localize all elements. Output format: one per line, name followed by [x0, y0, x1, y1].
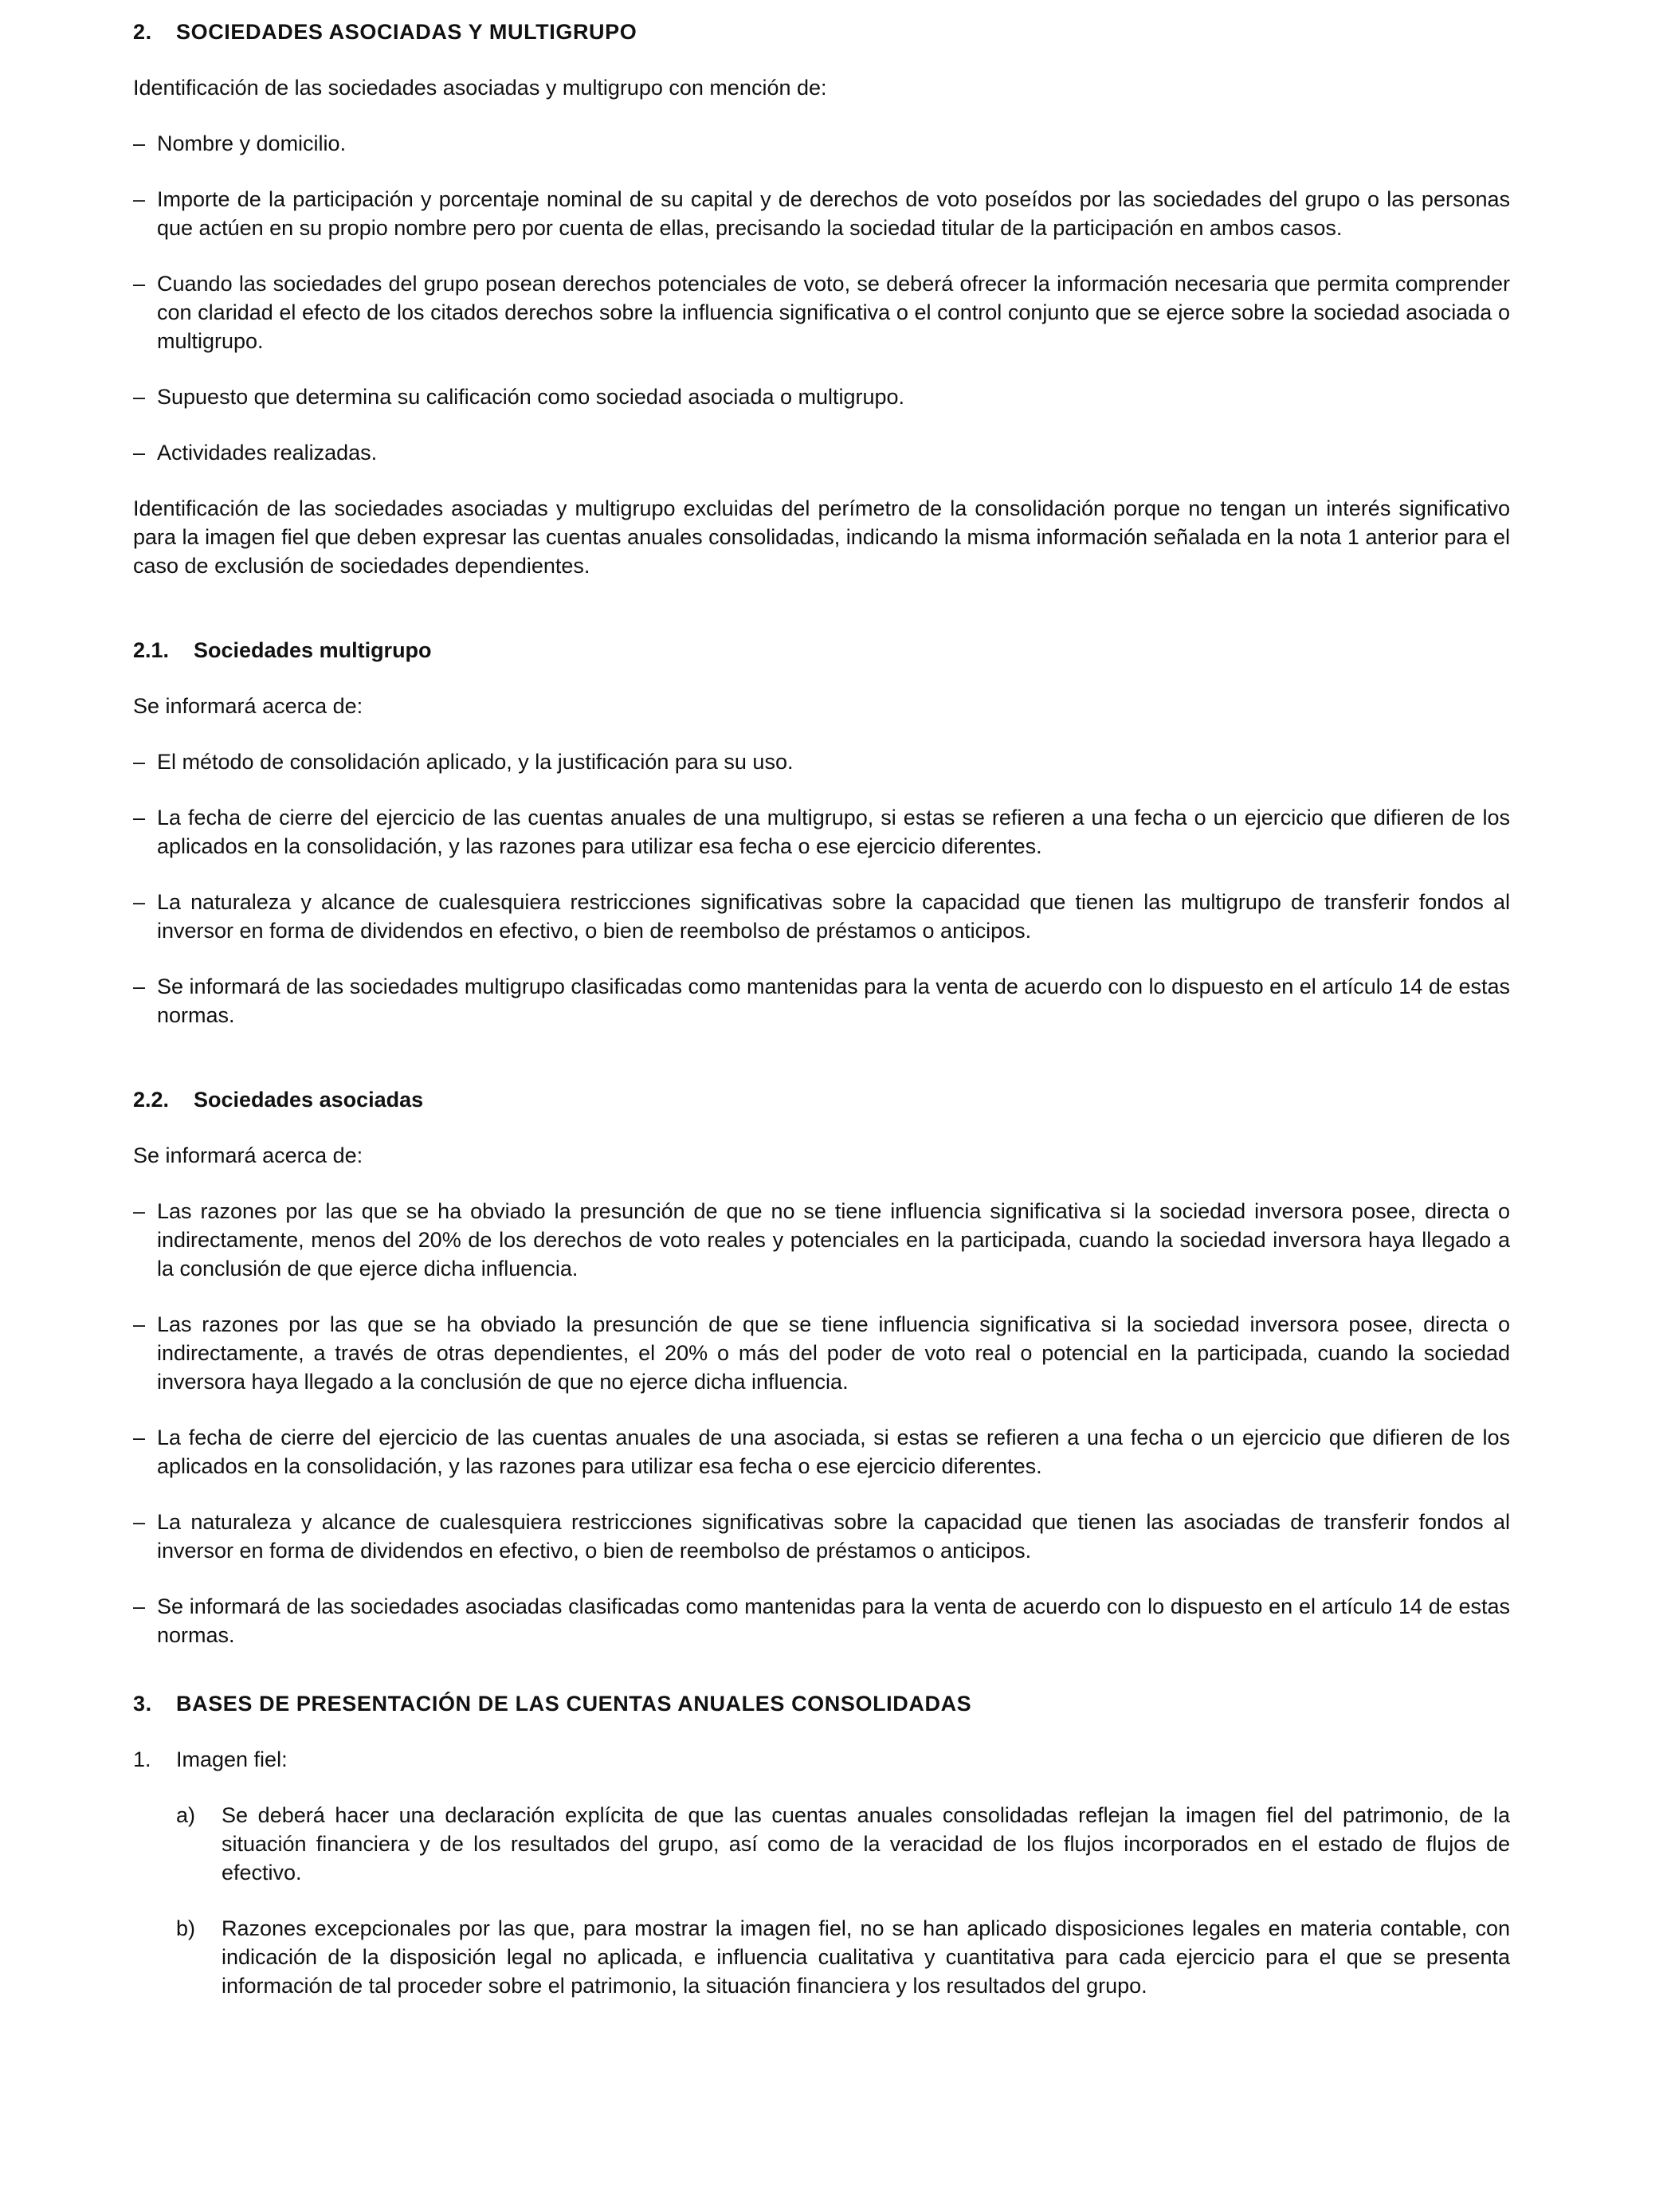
list-item: [133, 438, 1510, 467]
list-item-text: Cuando las sociedades del grupo posean derechos potenciales de voto, se deberá ofrecer la información necesaria que permita comprender con claridad el efecto de los citados derechos sobre la influencia significativa o el control conjunto que se ejerce sobre la sociedad asociada o multigrupo.: [157, 272, 1510, 353]
section-closing-paragraph: Identificación de las sociedades asociadas y multigrupo excluidas del perímetro de la consolidación porque no tengan un interés significativo para la imagen fiel que deben expresar las cuentas anuales consolidadas, indicando la misma información señalada en la nota 1 anterior para el caso de exclusión de sociedades dependientes.: [133, 496, 1510, 578]
subsection-title: Sociedades asociadas: [194, 1088, 424, 1112]
dash-bullet: –: [133, 1510, 146, 1534]
list-item: [133, 1423, 1510, 1481]
list-item: [133, 1197, 1510, 1283]
list-item-text: El método de consolidación aplicado, y la justificación para su uso.: [157, 750, 794, 774]
list-item: [133, 888, 1510, 945]
list-item-text: La naturaleza y alcance de cualesquiera restricciones significativas sobre la capacidad que tienen las asociadas de transferir fondos al inversor en forma de dividendos en efectivo, o bien de reembolso de préstamos o anticipos.: [157, 1510, 1510, 1563]
list-item-text: Supuesto que determina su calificación como sociedad asociada o multigrupo.: [157, 385, 905, 409]
dash-bullet: –: [133, 1199, 146, 1223]
dash-bullet: –: [133, 750, 146, 774]
subsection-number: 2.1.: [133, 638, 170, 662]
list-item-text: La fecha de cierre del ejercicio de las cuentas anuales de una asociada, si estas se refieren a una fecha o un ejercicio que difieren de los aplicados en la consolidación, y las razones para utilizar esa fecha o ese ejercicio diferentes.: [157, 1426, 1510, 1478]
list-item-text: Las razones por las que se ha obviado la presunción de que se tiene influencia significativa si la sociedad inversora posee, directa o indirectamente, a través de otras dependientes, el 20% o más del poder de voto real o potencial en la participada, cuando la sociedad inversora haya llegado a la conclusión de que no ejerce dicha influencia.: [157, 1312, 1510, 1394]
lettered-item: [133, 1914, 1510, 2000]
dash-bullet: –: [133, 272, 146, 296]
list-item: [133, 129, 1510, 158]
list-item-text: Se informará de las sociedades multigrupo clasificadas como mantenidas para la venta de acuerdo con lo dispuesto en el artículo 14 de estas normas.: [157, 975, 1510, 1027]
lettered-item-text: Se deberá hacer una declaración explícita de que las cuentas anuales consolidadas reflejan la imagen fiel del patrimonio, de la situación financiera y de los resultados del grupo, así como de la veracidad de los flujos incorporados en el estado de flujos de efectivo.: [222, 1803, 1510, 1885]
list-item-text: Se informará de las sociedades asociadas clasificadas como mantenidas para la venta de acuerdo con lo dispuesto en el artículo 14 de estas normas.: [157, 1594, 1510, 1647]
section-heading-2: [133, 18, 1510, 46]
section-title: SOCIEDADES ASOCIADAS Y MULTIGRUPO: [176, 20, 637, 44]
dash-bullet: –: [133, 131, 146, 155]
subsection-heading-2-2: [133, 1085, 1510, 1114]
dash-bullet: –: [133, 1426, 146, 1449]
section-intro: Identificación de las sociedades asociadas y multigrupo con mención de:: [133, 76, 827, 100]
list-item: [133, 1310, 1510, 1396]
list-item: [133, 747, 1510, 776]
section-number: 3.: [133, 1692, 152, 1716]
section-number: 2.: [133, 20, 152, 44]
list-item: [133, 1508, 1510, 1565]
list-item-text: Las razones por las que se ha obviado la presunción de que no se tiene influencia significativa si la sociedad inversora posee, directa o indirectamente, menos del 20% de los derechos de voto reales y potenciales en la participada, cuando la sociedad inversora haya llegado a la conclusión de que ejerce dicha influencia.: [157, 1199, 1510, 1281]
subsection-title: Sociedades multigrupo: [194, 638, 432, 662]
numbered-item-label: Imagen fiel:: [176, 1747, 288, 1771]
list-item: [133, 1592, 1510, 1649]
subsection-heading-2-1: [133, 636, 1510, 665]
dash-bullet: –: [133, 187, 146, 211]
list-item-text: La fecha de cierre del ejercicio de las cuentas anuales de una multigrupo, si estas se refieren a una fecha o un ejercicio que difieren de los aplicados en la consolidación, y las razones para utilizar esa fecha o ese ejercicio diferentes.: [157, 806, 1510, 858]
section-title: BASES DE PRESENTACIÓN DE LAS CUENTAS ANUALES CONSOLIDADAS: [176, 1692, 972, 1716]
list-item: [133, 803, 1510, 861]
lettered-item-letter: a): [176, 1803, 196, 1827]
numbered-item: [133, 1745, 1510, 1774]
lettered-item-text: Razones excepcionales por las que, para mostrar la imagen fiel, no se han aplicado disposiciones legales en materia contable, con indicación de la disposición legal no aplicada, e influencia cualitativa y cuantitativa para cada ejercicio para el que se presenta información de tal proceder sobre el patrimonio, la situación financiera y los resultados del grupo.: [222, 1916, 1510, 1998]
section-heading-3: [133, 1689, 1510, 1718]
subsection-intro: Se informará acerca de:: [133, 694, 363, 718]
numbered-item-number: 1.: [133, 1747, 151, 1771]
dash-bullet: –: [133, 441, 146, 465]
list-item: [133, 972, 1510, 1030]
list-item-text: Actividades realizadas.: [157, 441, 378, 465]
dash-bullet: –: [133, 1312, 146, 1336]
subsection-intro: Se informará acerca de:: [133, 1143, 363, 1167]
list-item-text: Importe de la participación y porcentaje nominal de su capital y de derechos de voto poseídos por las sociedades del grupo o las personas que actúen en su propio nombre pero por cuenta de ellas, precisando la sociedad titular de la participación en ambos casos.: [157, 187, 1510, 240]
list-item: [133, 269, 1510, 355]
list-item-text: Nombre y domicilio.: [157, 131, 347, 155]
list-item: [133, 382, 1510, 411]
lettered-item-letter: b): [176, 1916, 196, 1940]
document-page: [133, 18, 1510, 2027]
list-item-text: La naturaleza y alcance de cualesquiera restricciones significativas sobre la capacidad que tienen las multigrupo de transferir fondos al inversor en forma de dividendos en efectivo, o bien de reembolso de préstamos o anticipos.: [157, 890, 1510, 943]
lettered-item: [133, 1801, 1510, 1887]
list-item: [133, 185, 1510, 242]
dash-bullet: –: [133, 1594, 146, 1618]
dash-bullet: –: [133, 975, 146, 998]
dash-bullet: –: [133, 385, 146, 409]
dash-bullet: –: [133, 890, 146, 914]
subsection-number: 2.2.: [133, 1088, 170, 1112]
dash-bullet: –: [133, 806, 146, 830]
